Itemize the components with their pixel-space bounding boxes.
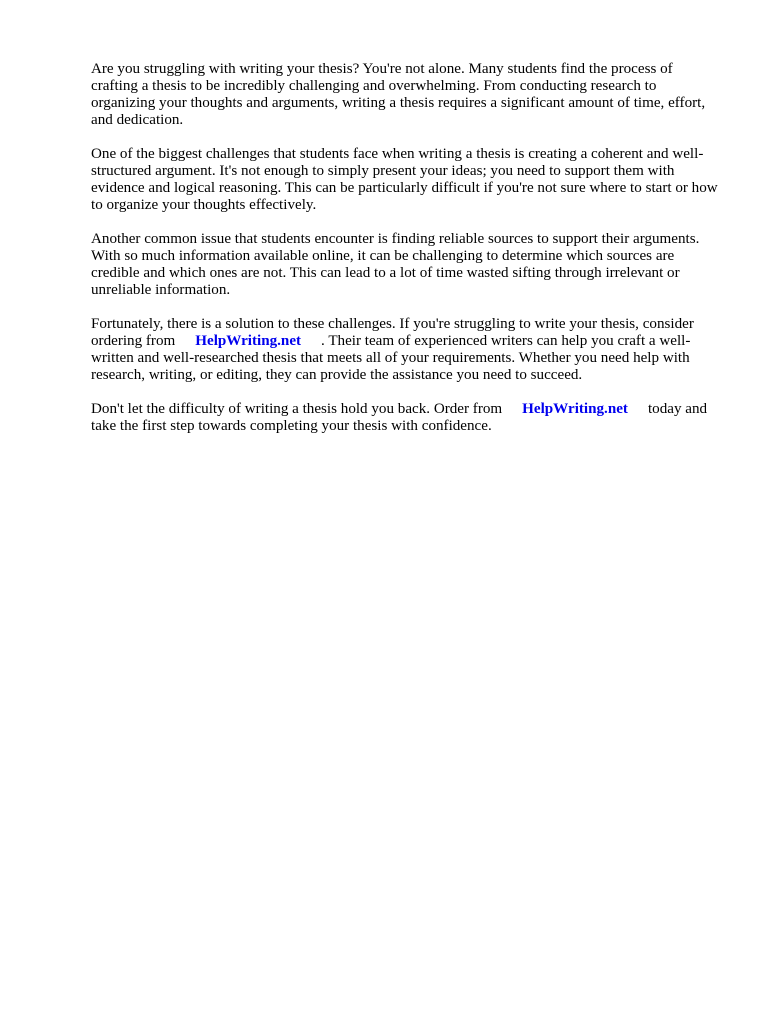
paragraph-argument-challenge: One of the biggest challenges that students face when writing a thesis is creating a coherent and well-structured argument. It's not enough to simply present your ideas; you need to support them with evidence and logical reasoning. This can be particularly difficult if you're not sure where to start or how to organize your thoughts effectively. (91, 146, 718, 213)
paragraph-cta-text-after: today and take the first step towards completing your thesis with confidence. (91, 401, 708, 434)
helpwriting-link-cta[interactable]: HelpWriting.net (522, 401, 628, 417)
helpwriting-link[interactable]: HelpWriting.net (195, 333, 302, 349)
paragraph-sources-challenge: Another common issue that students encounter is finding reliable sources to support their arguments. With so much information available online, it can be challenging to determine which sources are credible and which ones are not. This can lead to a lot of time wasted sifting through irrelevant or unreliable information. (91, 231, 700, 298)
paragraph-solution (91, 316, 721, 384)
paragraph-call-to-action (91, 401, 721, 435)
paragraph-solution-text-before: Fortunately, there is a solution to these challenges. If you're struggling to write your thesis, consider ordering from (91, 316, 694, 349)
paragraph-intro: Are you struggling with writing your thesis? You're not alone. Many students find the process of crafting a thesis to be incredibly challenging and overwhelming. From conducting research to organizing your thoughts and arguments, writing a thesis requires a significant amount of time, effort, and dedication. (91, 61, 706, 128)
document-body (91, 61, 721, 452)
paragraph-cta-text-before: Don't let the difficulty of writing a thesis hold you back. Order from (91, 401, 503, 417)
paragraph-solution-text-after: . Their team of experienced writers can help you craft a well-written and well-researched thesis that meets all of your requirements. Whether you need help with research, writing, or editing, they can provide the assistance you need to succeed. (91, 333, 691, 383)
